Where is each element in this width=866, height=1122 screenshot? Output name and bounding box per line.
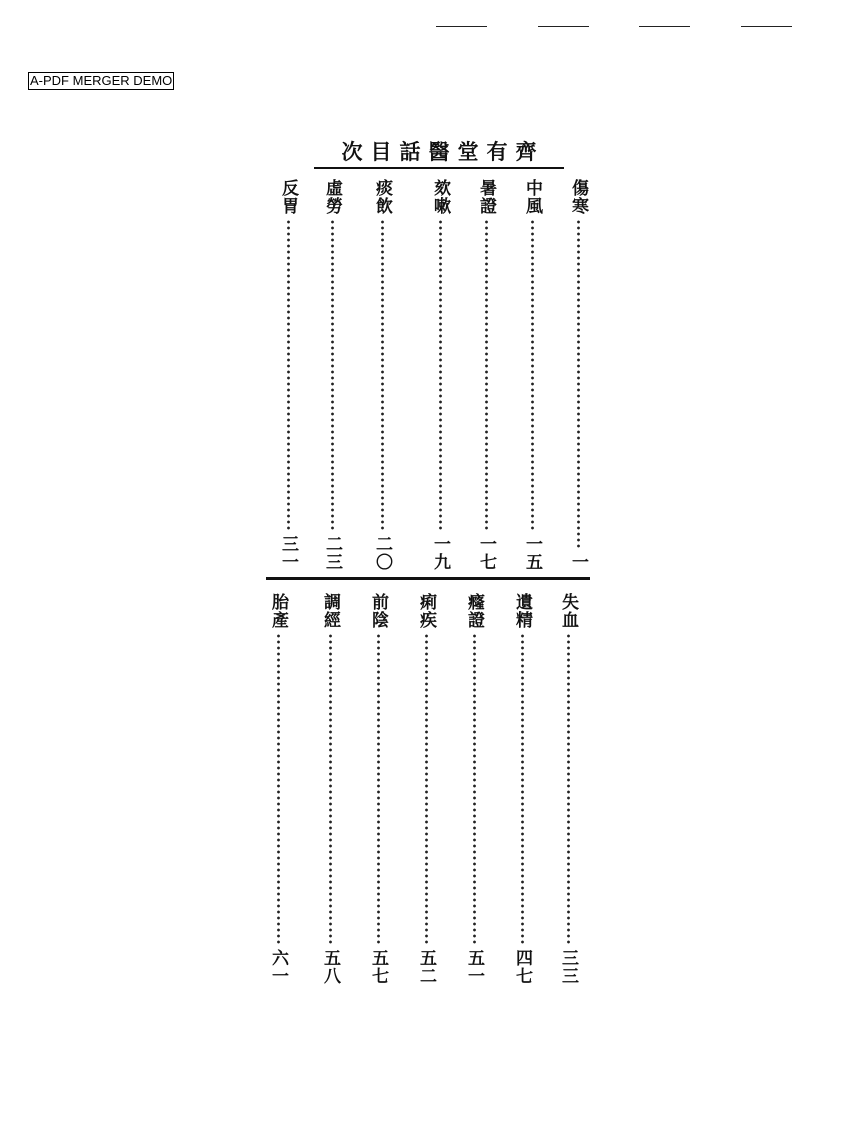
- header-rule-4: [741, 26, 792, 27]
- entry-title: 調經: [320, 593, 340, 629]
- toc-entry: [366, 593, 390, 985]
- entry-title: 痰飲: [372, 179, 392, 215]
- entry-title: 暑證: [476, 179, 496, 215]
- toc-entry: [556, 593, 580, 985]
- toc-entry: [428, 179, 452, 571]
- entry-page-number: 五二: [416, 949, 436, 985]
- title-underline: [314, 167, 564, 169]
- dot-leader: [485, 219, 488, 531]
- entry-title: 虛勞: [322, 179, 342, 215]
- dot-leader: [381, 219, 384, 531]
- entry-page-number: 一五: [522, 535, 542, 571]
- entry-page-number: 三一: [278, 535, 298, 571]
- entry-page-number: 二〇: [372, 535, 392, 571]
- header-rule-2: [538, 26, 589, 27]
- entry-page-number: 六一: [268, 949, 288, 985]
- toc-entry: [414, 593, 438, 985]
- dot-leader: [277, 633, 280, 945]
- toc-entry: [276, 179, 300, 571]
- entry-title: 傷寒: [568, 179, 588, 215]
- watermark-label: A-PDF MERGER DEMO: [30, 73, 173, 88]
- entry-page-number: 一九: [430, 535, 450, 571]
- entry-title: 欬嗽: [430, 179, 450, 215]
- toc-entry: [462, 593, 486, 985]
- entry-title: 癃證: [464, 593, 484, 629]
- toc-entry: [266, 593, 290, 985]
- entry-page-number: 一: [568, 553, 588, 571]
- entry-title: 中風: [522, 179, 542, 215]
- toc-entry: [520, 179, 544, 571]
- header-rule-1: [436, 26, 487, 27]
- entry-title: 痢疾: [416, 593, 436, 629]
- section-divider: [266, 577, 590, 580]
- toc-entry: [510, 593, 534, 985]
- entry-page-number: 五八: [320, 949, 340, 985]
- dot-leader: [439, 219, 442, 531]
- dot-leader: [521, 633, 524, 945]
- dot-leader: [329, 633, 332, 945]
- entry-title: 前陰: [368, 593, 388, 629]
- dot-leader: [567, 633, 570, 945]
- entry-page-number: 四七: [512, 949, 532, 985]
- entry-page-number: 三三: [558, 949, 578, 985]
- toc-entry: [474, 179, 498, 571]
- toc-entry: [566, 179, 590, 571]
- dot-leader: [377, 633, 380, 945]
- table-of-contents-page: [258, 135, 598, 995]
- toc-entry: [320, 179, 344, 571]
- page-title: 次目話醫堂有齊: [341, 139, 545, 164]
- dot-leader: [425, 633, 428, 945]
- toc-entry: [370, 179, 394, 571]
- header-rule-3: [639, 26, 690, 27]
- dot-leader: [577, 219, 580, 549]
- toc-entry: [318, 593, 342, 985]
- entry-title: 遺精: [512, 593, 532, 629]
- entry-page-number: 五一: [464, 949, 484, 985]
- entry-page-number: 五七: [368, 949, 388, 985]
- dot-leader: [331, 219, 334, 531]
- entry-title: 胎產: [268, 593, 288, 629]
- entry-title: 反胃: [278, 179, 298, 215]
- entry-page-number: 一七: [476, 535, 496, 571]
- dot-leader: [531, 219, 534, 531]
- dot-leader: [287, 219, 290, 531]
- entry-page-number: 二三: [322, 535, 342, 571]
- entry-title: 失血: [558, 593, 578, 629]
- dot-leader: [473, 633, 476, 945]
